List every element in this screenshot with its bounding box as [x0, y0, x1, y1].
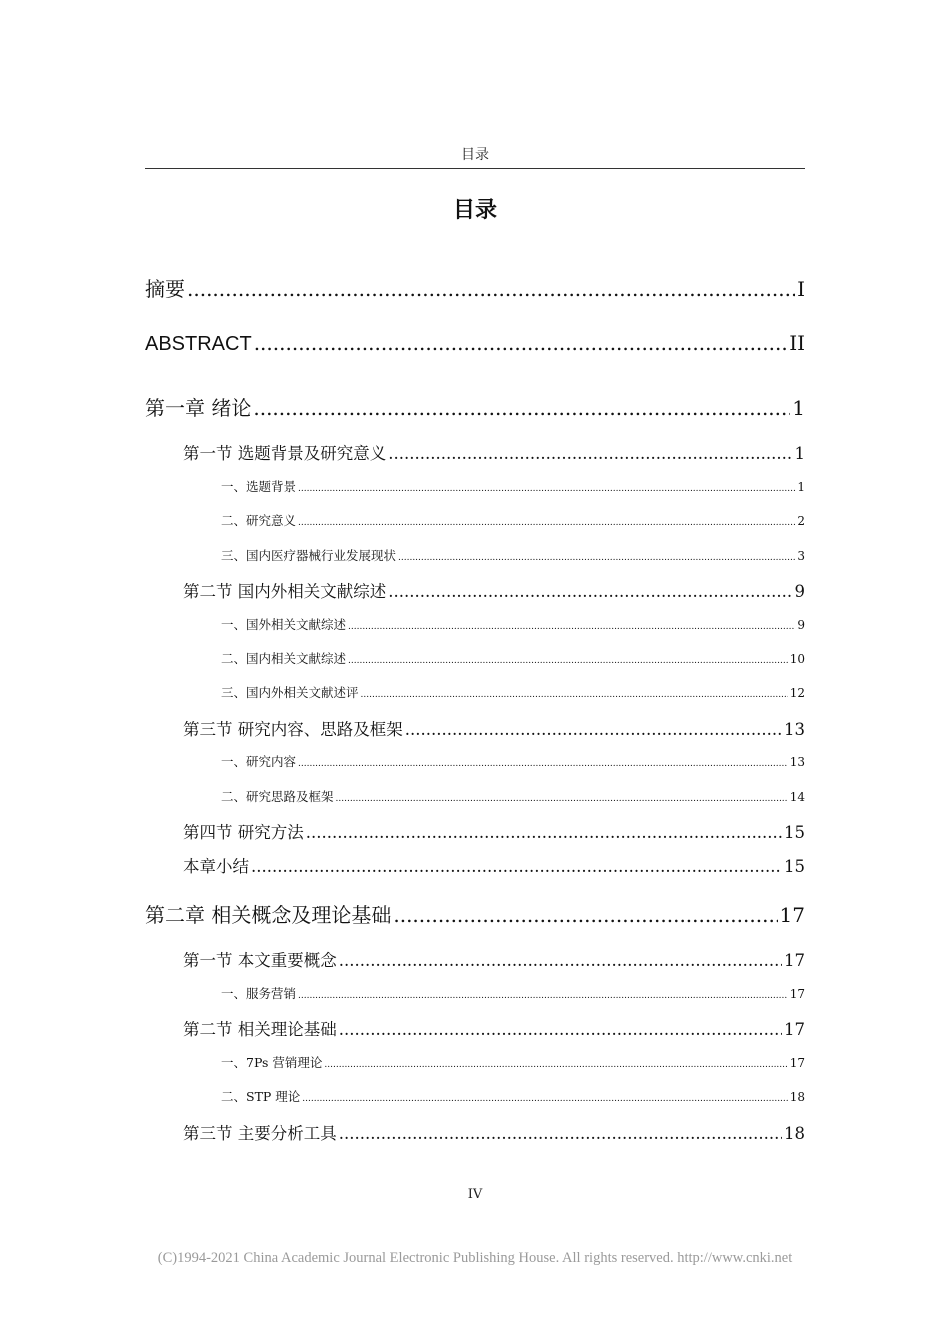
toc-entry-abstract-en[interactable] [145, 331, 805, 356]
dot-leader [388, 582, 792, 601]
toc-entry-label: 一、研究内容 [221, 754, 297, 769]
dot-leader [302, 1089, 787, 1104]
toc-entry-page: 1 [792, 396, 805, 420]
dot-leader [298, 986, 788, 1001]
toc-entry-page: 17 [784, 1020, 805, 1039]
toc-entry-page: 13 [784, 720, 805, 739]
dot-leader [339, 1020, 782, 1039]
page-number: IV [467, 1187, 483, 1202]
toc-entry-sub-1-3-2[interactable] [221, 787, 805, 805]
toc-entry-label: 第一节 本文重要概念 [183, 951, 337, 970]
toc-entry-sub-1-1-1[interactable] [221, 477, 805, 495]
toc-entry-label: 第一节 选题背景及研究意义 [183, 444, 387, 463]
toc-entry-label: 二、研究思路及框架 [221, 789, 334, 804]
toc-entry-page: 17 [789, 987, 805, 1001]
toc-entry-label: 第二章 相关概念及理论基础 [145, 903, 392, 927]
toc-entry-section-2-1[interactable] [183, 947, 805, 971]
toc-entry-page: 9 [797, 618, 805, 632]
dot-leader [348, 651, 788, 666]
toc-entry-label: 二、STP 理论 [221, 1089, 301, 1104]
toc-entry-page: 18 [789, 1090, 805, 1104]
toc-entry-label: 本章小结 [183, 857, 249, 876]
toc-entry-sub-1-2-3[interactable] [221, 683, 805, 701]
dot-leader [405, 720, 782, 739]
dot-leader [361, 685, 788, 700]
toc-entry-label: 第二节 相关理论基础 [183, 1020, 337, 1039]
toc-entry-page: 13 [789, 755, 805, 769]
dot-leader [398, 548, 795, 563]
toc-entry-chapter-1-summary[interactable] [183, 853, 805, 877]
toc-entry-section-1-2[interactable] [183, 578, 805, 602]
toc-entry-page: 15 [784, 823, 805, 842]
toc-entry-page: 9 [794, 582, 805, 601]
toc-entry-label: 三、国内外相关文献述评 [221, 685, 359, 700]
toc-entry-sub-2-1-1[interactable] [221, 984, 805, 1002]
toc-entry-sub-1-2-1[interactable] [221, 615, 805, 633]
header-rule [145, 168, 805, 169]
toc-entry-page: 1 [794, 444, 805, 463]
toc-entry-label: 一、7Ps 营销理论 [221, 1055, 323, 1070]
toc-entry-label: 第二节 国内外相关文献综述 [183, 582, 387, 601]
toc-entry-label: ABSTRACT [145, 333, 252, 355]
dot-leader [306, 823, 782, 842]
toc-entry-page: 12 [789, 686, 805, 700]
toc-entry-page: 3 [797, 549, 805, 563]
toc-entry-section-1-3[interactable] [183, 716, 805, 740]
toc-entry-abstract-cn[interactable] [145, 273, 805, 302]
dot-leader [187, 277, 795, 301]
toc-entry-section-2-3[interactable] [183, 1120, 805, 1144]
dot-leader [393, 903, 777, 927]
toc-entry-label: 三、国内医疗器械行业发展现状 [221, 548, 397, 563]
toc-title: 目录 [452, 198, 497, 223]
toc-entry-page: 14 [789, 790, 805, 804]
toc-entry-label: 第三节 研究内容、思路及框架 [183, 720, 403, 739]
toc-entry-label: 二、国内相关文献综述 [221, 651, 347, 666]
toc-entry-sub-1-1-3[interactable] [221, 546, 805, 564]
toc-entry-label: 一、选题背景 [221, 479, 297, 494]
toc-entry-sub-1-2-2[interactable] [221, 649, 805, 667]
toc-entry-chapter-1[interactable] [145, 392, 805, 421]
toc-entry-page: 10 [789, 652, 805, 666]
dot-leader [298, 513, 795, 528]
toc-entry-page: 17 [779, 903, 805, 927]
dot-leader [253, 396, 790, 420]
dot-leader [251, 857, 782, 876]
toc-entry-label: 一、服务营销 [221, 986, 297, 1001]
toc-entry-sub-2-2-1[interactable] [221, 1053, 805, 1071]
dot-leader [336, 789, 788, 804]
dot-leader [388, 444, 792, 463]
toc-entry-page: 1 [797, 480, 805, 494]
toc-entry-label: 二、研究意义 [221, 513, 297, 528]
toc-entry-page: I [797, 277, 805, 301]
toc-entry-section-1-4[interactable] [183, 819, 805, 843]
toc-entry-chapter-2[interactable] [145, 899, 805, 928]
running-header: 目录 [461, 147, 489, 163]
dot-leader [324, 1055, 787, 1070]
toc-entry-label: 第一章 绪论 [145, 396, 252, 420]
toc-entry-page: 17 [784, 951, 805, 970]
toc-entry-page: 17 [789, 1056, 805, 1070]
toc-entry-label: 摘要 [145, 277, 185, 301]
toc-entry-label: 第三节 主要分析工具 [183, 1124, 337, 1143]
dot-leader [339, 951, 782, 970]
toc-entry-sub-1-3-1[interactable] [221, 752, 805, 770]
copyright-notice: (C)1994-2021 China Academic Journal Electronic Publishing House. All rights reserved. http://www.cnki.net [157, 1250, 793, 1266]
dot-leader [298, 754, 788, 769]
dot-leader [339, 1124, 782, 1143]
toc-entry-page: 18 [784, 1124, 805, 1143]
toc-entry-section-1-1[interactable] [183, 440, 805, 464]
toc-entry-page: 2 [797, 514, 805, 528]
dot-leader [254, 331, 788, 355]
dot-leader [348, 617, 795, 632]
toc-entry-label: 一、国外相关文献综述 [221, 617, 347, 632]
toc-entry-sub-1-1-2[interactable] [221, 511, 805, 529]
toc-entry-sub-2-2-2[interactable] [221, 1087, 805, 1105]
toc-entry-section-2-2[interactable] [183, 1016, 805, 1040]
toc-entry-page: 15 [784, 857, 805, 876]
toc-entry-page: II [789, 331, 805, 355]
toc-entry-label: 第四节 研究方法 [183, 823, 304, 842]
dot-leader [298, 479, 795, 494]
